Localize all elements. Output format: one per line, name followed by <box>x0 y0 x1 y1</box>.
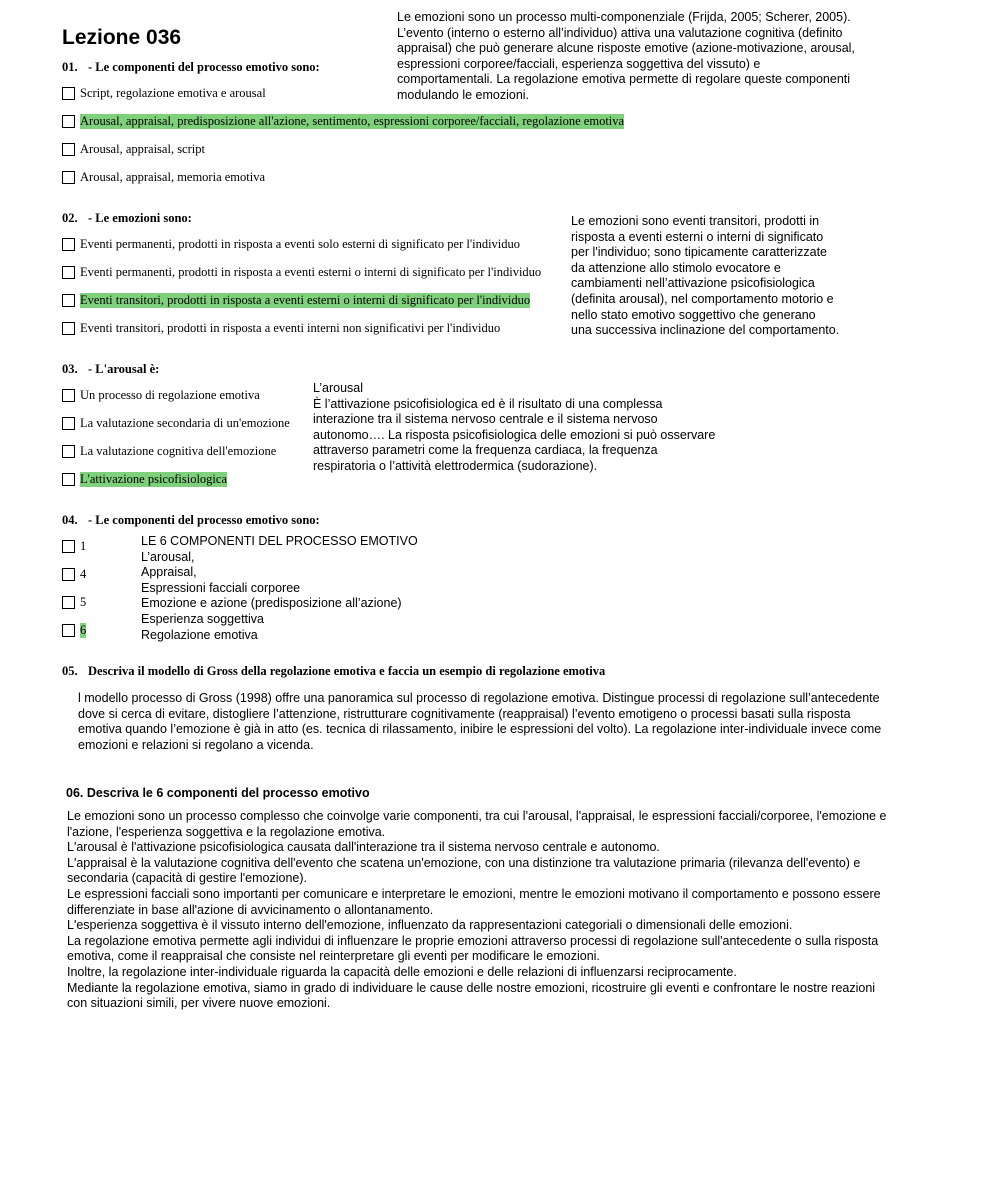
q01-option-2[interactable] <box>62 113 624 130</box>
option-label-correct: Eventi transitori, prodotti in risposta a eventi esterni o interni di significato per l'individuo <box>80 293 531 307</box>
note-line: attraverso parametri come la frequenza cardiaca, la frequenza <box>313 443 658 458</box>
answer-line: La regolazione emotiva permette agli individui di influenzare le proprie emozioni attraverso processi di regolazione sull'antecedente o sulla risposta <box>67 933 879 948</box>
question-03-number: 03. <box>62 362 78 376</box>
question-05-number: 05. <box>62 664 78 678</box>
option-label-correct: 6 <box>80 623 87 637</box>
option-label: 4 <box>80 567 87 581</box>
note-line: nello stato emotivo soggettivo che generano <box>571 307 816 322</box>
q01-explanation <box>397 10 855 104</box>
q01-option-1[interactable] <box>62 85 266 102</box>
q02-option-4[interactable] <box>62 320 500 337</box>
answer-line: Le espressioni facciali sono importanti per comunicare e interpretare le emozioni, mentre le emozioni motivano il comportamento e possono essere <box>67 886 881 901</box>
checkbox[interactable] <box>62 417 75 430</box>
answer-line: Le emozioni sono un processo complesso che coinvolge varie componenti, tra cui l'arousal, l'appraisal, le espressioni facciali/corporee, l'emozione e <box>67 809 887 823</box>
note-line: per l'individuo; sono tipicamente caratterizzate <box>571 245 827 260</box>
option-label: Arousal, appraisal, script <box>80 142 205 156</box>
note-line: (definita arousal), nel comportamento motorio e <box>571 291 834 306</box>
question-05-text: Descriva il modello di Gross della regolazione emotiva e faccia un esempio di regolazione emotiva <box>88 664 606 678</box>
option-label: Arousal, appraisal, memoria emotiva <box>80 170 266 184</box>
option-label: La valutazione cognitiva dell'emozione <box>80 444 277 458</box>
q04-option-4[interactable] <box>62 622 86 639</box>
option-label: La valutazione secondaria di un'emozione <box>80 416 290 430</box>
q03-option-2[interactable] <box>62 415 290 432</box>
answer-line: L'appraisal è la valutazione cognitiva dell'evento che scatena un'emozione, con una distinzione tra valutazione primaria (rilevanza dell'evento) e <box>67 855 861 870</box>
checkbox[interactable] <box>62 266 75 279</box>
question-05-title <box>62 664 605 679</box>
note-line: Le emozioni sono eventi transitori, prodotti in <box>571 214 820 228</box>
note-line: L’evento (interno o esterno all’individuo) attiva una valutazione cognitiva (definito <box>397 25 843 40</box>
option-label: Un processo di regolazione emotiva <box>80 388 260 402</box>
note-line: Espressioni facciali corporee <box>141 580 301 595</box>
checkbox[interactable] <box>62 143 75 156</box>
option-label: Eventi transitori, prodotti in risposta a eventi interni non significativi per l'individuo <box>80 321 501 335</box>
answer-line: con situazioni simili, per vivere nuove emozioni. <box>67 996 331 1011</box>
question-02-text: - Le emozioni sono: <box>88 211 192 225</box>
q04-explanation <box>141 534 418 643</box>
question-04-text: - Le componenti del processo emotivo sono: <box>88 513 320 527</box>
answer-line: emotiva quando l’emozione è già in atto (es. tecnica di rilassamento, inibire le espressioni del volto). La regolazione inter-individuale invece come <box>78 722 882 737</box>
answer-line: L'esperienza soggettiva è il vissuto interno dell'emozione, influenzato da rappresentazioni categoriali o dimensionali delle emozioni. <box>67 918 793 933</box>
checkbox[interactable] <box>62 596 75 609</box>
q03-option-4[interactable] <box>62 471 227 488</box>
question-04-number: 04. <box>62 513 78 527</box>
note-line: espressioni corporee/facciali, esperienza soggettiva del vissuto) e <box>397 56 761 71</box>
note-line: una successiva inclinazione del comportamento. <box>571 323 840 338</box>
checkbox[interactable] <box>62 389 75 402</box>
note-line: Regolazione emotiva <box>141 627 258 642</box>
answer-line: l'azione, l'esperienza soggettiva e la regolazione emotiva. <box>67 824 386 839</box>
checkbox[interactable] <box>62 540 75 553</box>
answer-line: L'arousal è l'attivazione psicofisiologica causata dall'interazione tra il sistema nervoso centrale e autonomo. <box>67 840 660 855</box>
answer-line: emozioni e relazioni si regolano a vicenda. <box>78 737 314 752</box>
question-01-number: 01. <box>62 60 78 74</box>
note-line: risposta a eventi esterni o interni di significato <box>571 229 824 244</box>
note-line: L’arousal <box>313 381 364 395</box>
q01-option-4[interactable] <box>62 169 265 186</box>
answer-line: dove si cerca di evitare, distogliere l’attenzione, ristrutturare cognitivamente (reappraisal) l’evento emotigeno o processi basati sulla risposta <box>78 706 851 721</box>
option-label: Eventi permanenti, prodotti in risposta a eventi esterni o interni di significato per l'individuo <box>80 265 542 279</box>
option-label: 5 <box>80 595 87 609</box>
answer-line: l modello processo di Gross (1998) offre una panoramica sul processo di regolazione emotiva. Distingue processi di regolazione sull’antecedente <box>78 691 880 705</box>
checkbox[interactable] <box>62 171 75 184</box>
answer-line: Inoltre, la regolazione inter-individuale riguarda la capacità delle emozioni e delle relazioni di influenzarsi reciprocamente. <box>67 964 737 979</box>
answer-line: emotiva, come il reappraisal che consiste nel reinterpretare gli eventi per modificare le emozioni. <box>67 949 600 964</box>
q02-option-2[interactable] <box>62 264 541 281</box>
option-label: Eventi permanenti, prodotti in risposta a eventi solo esterni di significato per l'individuo <box>80 237 521 251</box>
checkbox[interactable] <box>62 568 75 581</box>
lesson-title: Lezione 036 <box>62 26 182 49</box>
note-line: LE 6 COMPONENTI DEL PROCESSO EMOTIVO <box>141 534 418 548</box>
q01-option-3[interactable] <box>62 141 205 158</box>
note-line: appraisal) che può generare alcune risposte emotive (azione-motivazione, arousal, <box>397 41 855 56</box>
option-label: Script, regolazione emotiva e arousal <box>80 86 266 100</box>
checkbox[interactable] <box>62 624 75 637</box>
note-line: Appraisal, <box>141 565 197 580</box>
q02-option-1[interactable] <box>62 236 520 253</box>
note-line: Emozione e azione (predisposizione all’azione) <box>141 596 402 611</box>
checkbox[interactable] <box>62 294 75 307</box>
note-line: comportamentali. La regolazione emotiva permette di regolare queste componenti <box>397 72 851 87</box>
answer-line: secondaria (capacità di gestire l'emozione). <box>67 871 308 886</box>
option-label-correct: Arousal, appraisal, predisposizione all'azione, sentimento, espressioni corporee/facciali, regolazione emotiva <box>80 114 625 128</box>
note-line: cambiamenti nell’attivazione psicofisiologica <box>571 276 815 291</box>
note-line: È l’attivazione psicofisiologica ed è il risultato di una complessa <box>313 396 663 411</box>
checkbox[interactable] <box>62 87 75 100</box>
checkbox[interactable] <box>62 115 75 128</box>
checkbox[interactable] <box>62 445 75 458</box>
note-line: Esperienza soggettiva <box>141 611 264 626</box>
note-line: autonomo…. La risposta psicofisiologica delle emozioni si può osservare <box>313 427 716 442</box>
answer-line: Mediante la regolazione emotiva, siamo in grado di individuare le cause delle nostre emozioni, ricostruire gli eventi e confrontare le nostre reazioni <box>67 980 876 995</box>
q02-option-3[interactable] <box>62 292 530 309</box>
q03-explanation <box>313 381 715 475</box>
q04-option-3[interactable] <box>62 594 86 611</box>
note-line: modulando le emozioni. <box>397 87 530 102</box>
checkbox[interactable] <box>62 322 75 335</box>
question-02-number: 02. <box>62 211 78 225</box>
note-line: respiratoria o l’attività elettrodermica (sudorazione). <box>313 458 598 473</box>
question-01-text: - Le componenti del processo emotivo sono: <box>88 60 320 74</box>
note-line: interazione tra il sistema nervoso centrale e il sistema nervoso <box>313 412 658 427</box>
note-line: Le emozioni sono un processo multi-componenziale (Frijda, 2005; Scherer, 2005). <box>397 10 851 24</box>
question-03-title <box>62 362 159 377</box>
checkbox[interactable] <box>62 473 75 486</box>
q04-option-1[interactable] <box>62 538 86 555</box>
q05-answer <box>78 691 881 753</box>
question-02-title <box>62 211 192 226</box>
note-line: da attenzione allo stimolo evocatore e <box>571 260 781 275</box>
q02-explanation <box>571 214 839 339</box>
question-06-title: 06. Descriva le 6 componenti del processo emotivo <box>66 786 370 800</box>
q04-option-2[interactable] <box>62 566 86 583</box>
option-label-correct: L'attivazione psicofisiologica <box>80 472 227 486</box>
note-line: L’arousal, <box>141 549 195 564</box>
question-04-title <box>62 513 320 528</box>
option-label: 1 <box>80 539 87 553</box>
question-03-text: - L'arousal è: <box>88 362 160 376</box>
q03-option-3[interactable] <box>62 443 276 460</box>
question-01-title <box>62 60 320 75</box>
answer-line: differenziate in base all'azione di avvicinamento o allontanamento. <box>67 902 434 917</box>
q06-answer <box>67 809 886 1012</box>
checkbox[interactable] <box>62 238 75 251</box>
q03-option-1[interactable] <box>62 387 260 404</box>
